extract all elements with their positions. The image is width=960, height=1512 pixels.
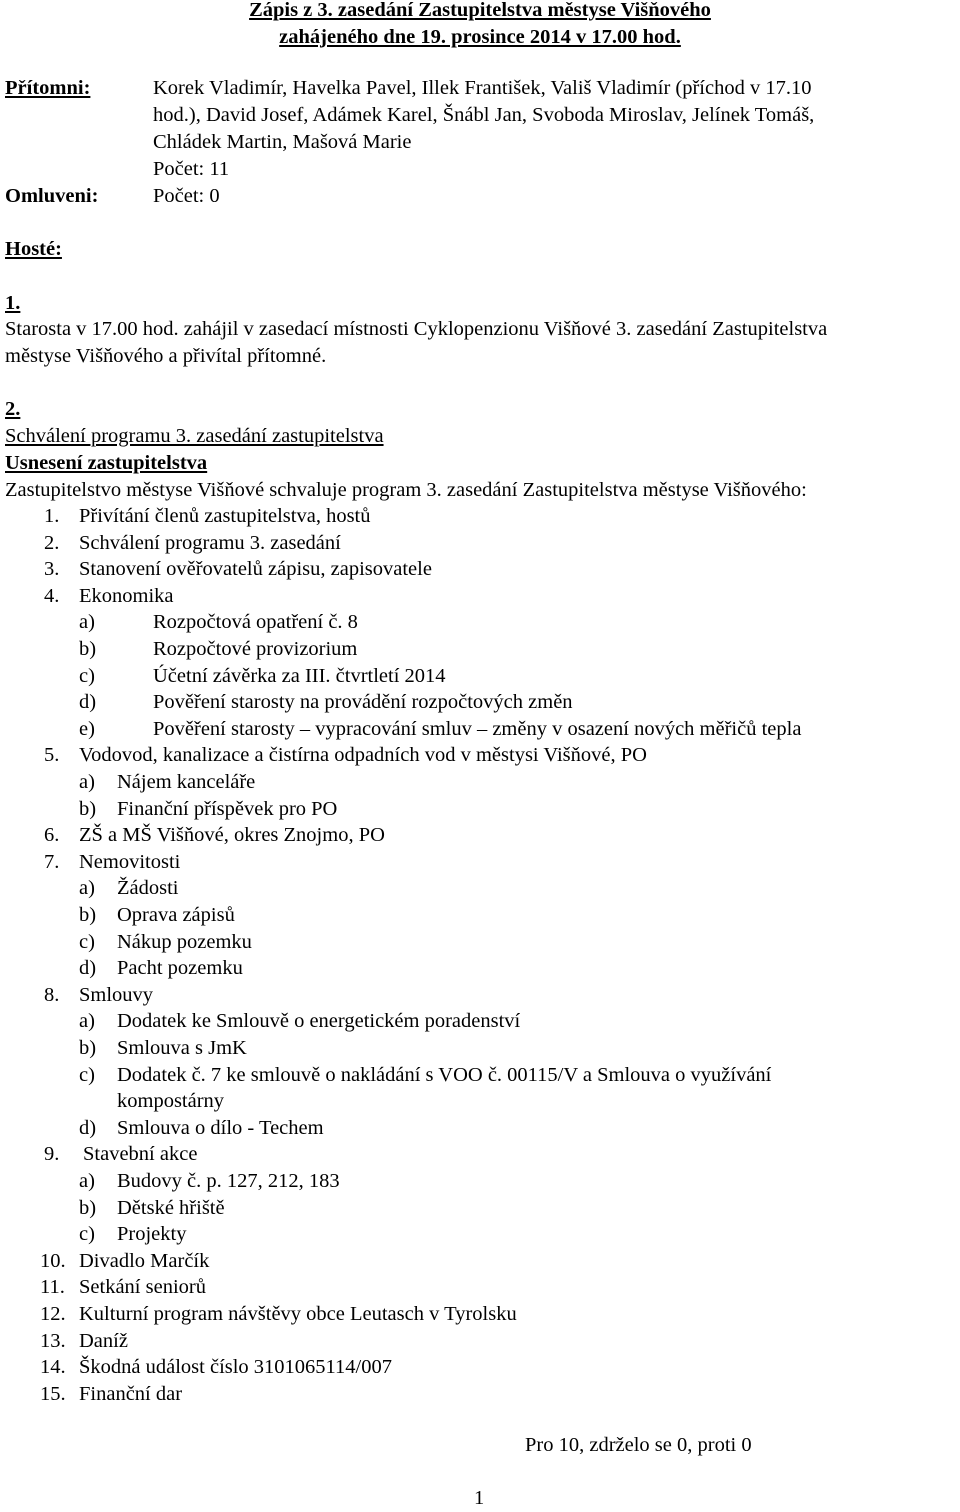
program-item-text: Schválení programu 3. zasedání [79,532,341,554]
program-item-number: 9. [44,1143,60,1165]
present-count: Počet: 11 [153,158,230,180]
program-item-text: Setkání seniorů [79,1276,206,1298]
program-item-number: a) [79,1010,95,1032]
section1-text-line2: městyse Višňového a přivítal přítomné. [5,345,327,367]
program-item-text: Vodovod, kanalizace a čistírna odpadních vod v městysi Višňové, PO [79,744,647,766]
resolution-intro: Zastupitelstvo městyse Višňové schvaluje program 3. zasedání Zastupitelstva městyse Višňového: [5,479,807,501]
program-item-number: 8. [44,984,60,1006]
program-item-text: Dodatek ke Smlouvě o energetickém poradenství [117,1010,521,1032]
program-item-text: ZŠ a MŠ Višňové, okres Znojmo, PO [79,824,385,846]
program-item-text: Škodná událost číslo 3101065114/007 [79,1356,392,1378]
program-item-number: 10. [40,1250,66,1272]
program-item-text: Smlouvy [79,984,154,1006]
document-title-line1: Zápis z 3. zasedání Zastupitelstva městyse Višňového [249,0,711,21]
program-item-text: Stanovení ověřovatelů zápisu, zapisovatele [79,558,432,580]
present-names-line2: hod.), David Josef, Adámek Karel, Šnábl Jan, Svoboda Miroslav, Jelínek Tomáš, [153,104,815,126]
program-item-text: Přivítání členů zastupitelstva, hostů [79,505,371,527]
program-item-text: Finanční příspěvek pro PO [117,798,338,820]
program-item-text: Oprava zápisů [117,904,235,926]
program-item-text: Daníž [79,1330,128,1352]
guests-label: Hosté: [5,238,62,260]
program-item-text: Účetní závěrka za III. čtvrtletí 2014 [153,665,446,687]
program-item-number: b) [79,638,97,660]
program-item-number: e) [79,718,95,740]
program-item-number: 1. [44,505,60,527]
program-item-text: Stavební akce [83,1143,198,1165]
program-item-text: Nákup pozemku [117,931,252,953]
program-item-number: d) [79,691,97,713]
present-names-line1: Korek Vladimír, Havelka Pavel, Illek František, Vališ Vladimír (příchod v 17.10 [153,77,812,99]
program-item-text: Projekty [117,1223,187,1245]
program-item-text: Dětské hřiště [117,1197,225,1219]
program-item-text: Rozpočtové provizorium [153,638,358,660]
program-item-number: c) [79,1064,95,1086]
program-item-text: Finanční dar [79,1383,183,1405]
program-item-number: 4. [44,585,60,607]
program-item-number: 11. [40,1276,65,1298]
program-item-number: a) [79,1170,95,1192]
program-item-text: Pacht pozemku [117,957,243,979]
program-item-text: Žádosti [117,877,179,899]
vote-result: Pro 10, zdrželo se 0, proti 0 [525,1434,752,1456]
program-item-number: 5. [44,744,60,766]
program-item-number: 14. [40,1356,66,1378]
program-item-text: Divadlo Marčík [79,1250,210,1272]
program-item-number: 7. [44,851,60,873]
program-item-number: b) [79,1197,97,1219]
program-item-number: 3. [44,558,60,580]
program-item-number: c) [79,1223,95,1245]
program-item-number: a) [79,771,95,793]
section2-number: 2. [5,398,21,420]
program-item-text: Smlouva o dílo - Techem [117,1117,324,1139]
excused-count: Počet: 0 [153,185,220,207]
program-item-text: Nájem kanceláře [117,771,256,793]
program-item-number: c) [79,931,95,953]
program-item-text: Kulturní program návštěvy obce Leutasch v Tyrolsku [79,1303,517,1325]
program-item-number: b) [79,904,97,926]
program-item-number: 6. [44,824,60,846]
program-item-number: 15. [40,1383,66,1405]
program-item-text: Smlouva s JmK [117,1037,247,1059]
program-item-text: Dodatek č. 7 ke smlouvě o nakládání s VOO č. 00115/V a Smlouva o využívání [117,1064,772,1086]
page-number: 1 [474,1487,485,1509]
program-item-number: c) [79,665,95,687]
program-item-number: a) [79,611,95,633]
program-item-number: d) [79,957,97,979]
program-item-text: Budovy č. p. 127, 212, 183 [117,1170,340,1192]
section1-number: 1. [5,292,21,314]
resolution-label: Usnesení zastupitelstva [5,452,208,474]
program-item-number: b) [79,1037,97,1059]
program-item-text: kompostárny [117,1090,225,1112]
excused-label: Omluveni: [5,185,99,207]
program-item-number: b) [79,798,97,820]
program-item-text: Pověření starosty na provádění rozpočtových změn [153,691,573,713]
program-item-number: a) [79,877,95,899]
program-item-number: 2. [44,532,60,554]
present-label: Přítomni: [5,77,91,99]
section2-heading: Schválení programu 3. zasedání zastupitelstva [5,425,384,447]
program-item-number: 13. [40,1330,66,1352]
program-item-text: Rozpočtová opatření č. 8 [153,611,358,633]
program-item-number: 12. [40,1303,66,1325]
program-item-number: d) [79,1117,97,1139]
section1-text-line1: Starosta v 17.00 hod. zahájil v zasedací místnosti Cyklopenzionu Višňové 3. zasedání Zastupitelstva [5,318,828,340]
present-names-line3: Chládek Martin, Mašová Marie [153,131,412,153]
program-item-text: Ekonomika [79,585,174,607]
program-item-text: Nemovitosti [79,851,181,873]
document-title-line2: zahájeného dne 19. prosince 2014 v 17.00 hod. [279,26,681,48]
program-item-text: Pověření starosty – vypracování smluv – změny v osazení nových měřičů tepla [153,718,802,740]
